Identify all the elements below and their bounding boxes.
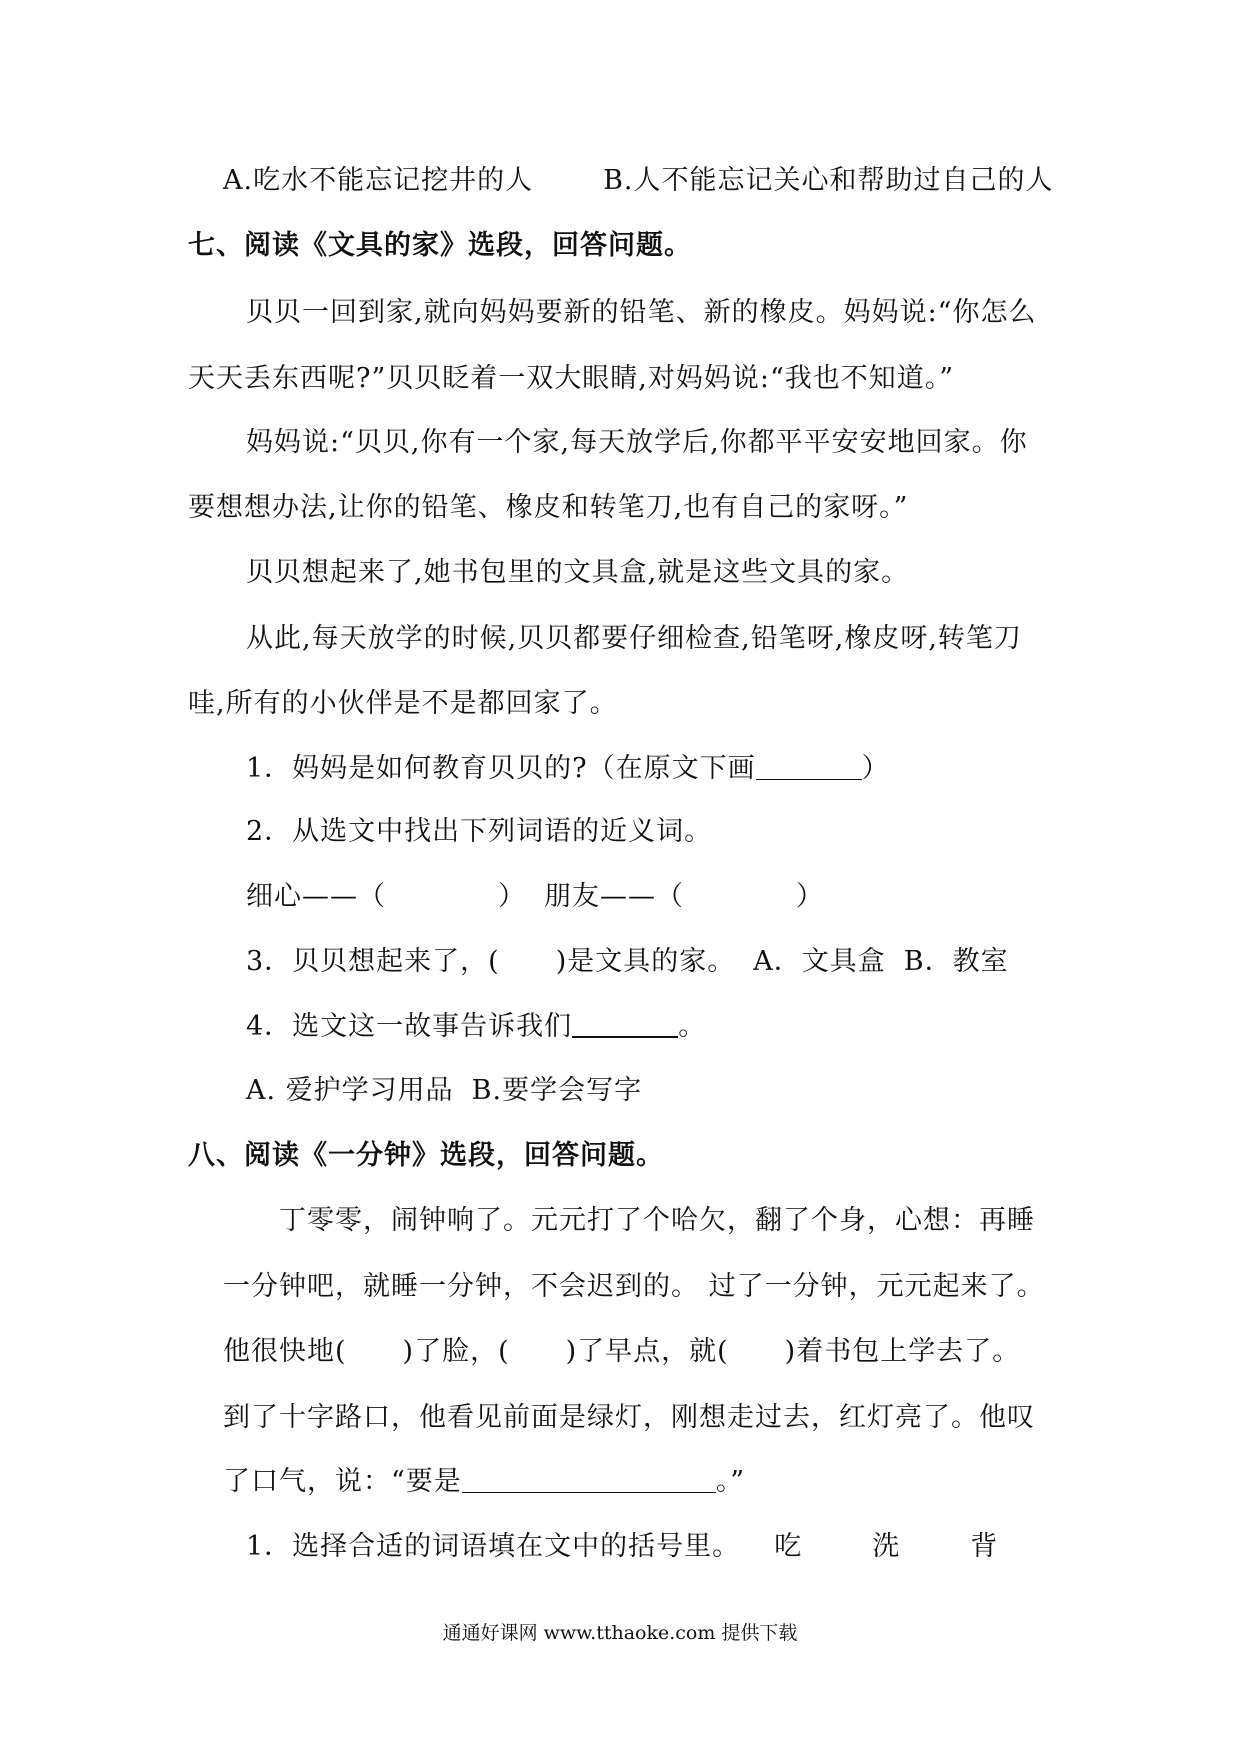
section7-heading: 七、阅读《文具的家》选段，回答问题。 bbox=[188, 230, 692, 261]
passage-text: 了口气，说：“要是 bbox=[223, 1466, 462, 1497]
section7-passage-line: 哇,所有的小伙伴是不是都回家了。 bbox=[188, 688, 618, 719]
answer-blank bbox=[756, 755, 862, 780]
prev-question-options bbox=[223, 163, 1054, 199]
word-choice: 背 bbox=[970, 1531, 999, 1562]
page-footer: 通通好课网 www.tthaoke.com 提供下载 bbox=[442, 1622, 798, 1644]
section7-passage-line: 天天丢东西呢?”贝贝眨着一双大眼睛,对妈妈说:“我也不知道。” bbox=[188, 363, 955, 394]
option-a: A．文具盒 bbox=[753, 946, 886, 977]
section8-passage-line: 他很快地( )了脸，( )了早点，就( )着书包上学去了。 bbox=[223, 1336, 1021, 1367]
section7-passage-line: 要想想办法,让你的铅笔、橡皮和转笔刀,也有自己的家呀。” bbox=[188, 492, 909, 523]
question-text: 3．贝贝想起来了，( )是文具的家。 bbox=[246, 946, 736, 977]
section8-passage-last-line bbox=[223, 1464, 745, 1500]
section7-passage-line: 贝贝一回到家,就向妈妈要新的铅笔、新的橡皮。妈妈说:“你怎么 bbox=[246, 297, 1037, 328]
option-b: B．教室 bbox=[903, 946, 1009, 977]
section8-passage-line: 到了十字路口，他看见前面是绿灯，刚想走过去，红灯亮了。他叹 bbox=[223, 1402, 1035, 1433]
question-close-paren: ） bbox=[861, 753, 890, 784]
prev-option-a: A.吃水不能忘记挖井的人 bbox=[223, 165, 534, 196]
question-text: 1．妈妈是如何教育贝贝的?（在原文下画 bbox=[246, 753, 756, 784]
question-text: 1．选择合适的词语填在文中的括号里。 bbox=[246, 1531, 741, 1562]
section8-question-1 bbox=[246, 1529, 998, 1565]
section7-question-1 bbox=[246, 751, 890, 787]
answer-blank bbox=[572, 1012, 678, 1038]
section7-question-4 bbox=[246, 1009, 706, 1045]
synonym-item-pengyou: 朋友——（ ） bbox=[544, 881, 824, 912]
section7-question-4-options bbox=[246, 1073, 642, 1109]
answer-blank bbox=[462, 1468, 716, 1493]
word-choice: 洗 bbox=[872, 1531, 901, 1562]
section7-passage-line: 妈妈说:“贝贝,你有一个家,每天放学后,你都平平安安地回家。你 bbox=[246, 427, 1028, 458]
section7-question-2: 2．从选文中找出下列词语的近义词。 bbox=[246, 816, 713, 847]
option-a: A. 爱护学习用品 bbox=[246, 1075, 454, 1106]
prev-option-b: B.人不能忘记关心和帮助过自己的人 bbox=[603, 165, 1054, 196]
section8-passage-line: 一分钟吧，就睡一分钟，不会迟到的。 过了一分钟，元元起来了。 bbox=[223, 1271, 1045, 1302]
question-text: 4．选文这一故事告诉我们 bbox=[246, 1011, 573, 1042]
question-end: 。 bbox=[678, 1011, 707, 1042]
passage-end: 。” bbox=[715, 1466, 746, 1497]
section8-heading: 八、阅读《一分钟》选段，回答问题。 bbox=[188, 1140, 664, 1171]
synonym-item-xixin: 细心——（ ） bbox=[246, 881, 526, 912]
section7-passage-line: 从此,每天放学的时候,贝贝都要仔细检查,铅笔呀,橡皮呀,转笔刀 bbox=[246, 623, 1022, 654]
section7-question-2-items bbox=[246, 879, 824, 915]
section7-question-3 bbox=[246, 944, 1009, 980]
section7-passage-line: 贝贝想起来了,她书包里的文具盒,就是这些文具的家。 bbox=[246, 557, 910, 588]
section8-passage-line: 丁零零，闹钟响了。元元打了个哈欠，翻了个身，心想：再睡 bbox=[279, 1205, 1035, 1236]
word-choice: 吃 bbox=[774, 1531, 803, 1562]
option-b: B.要学会写字 bbox=[471, 1075, 643, 1106]
